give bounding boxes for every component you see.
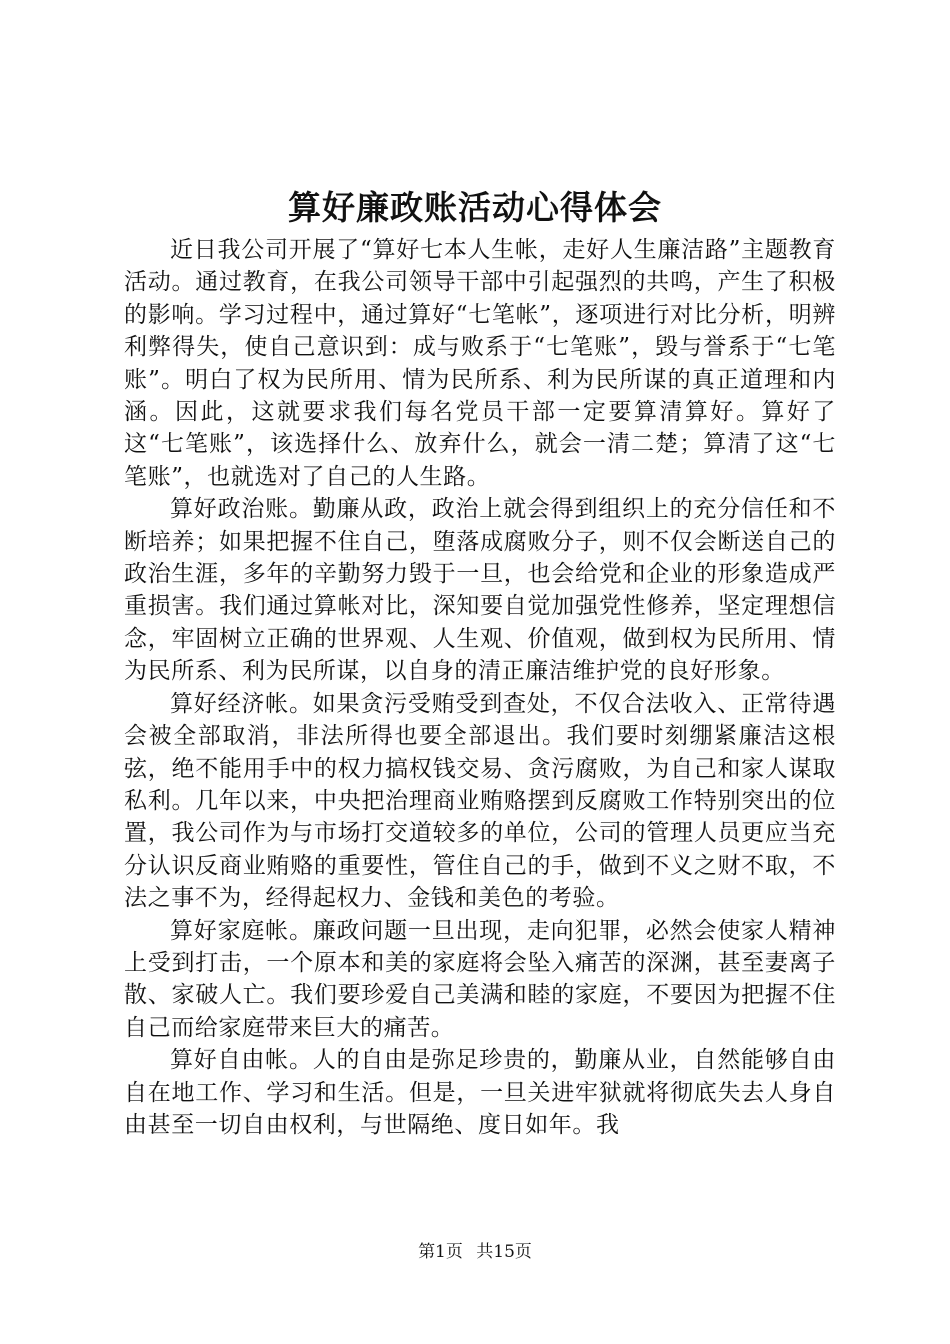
paragraph-political-account: 算好政治账。勤廉从政，政治上就会得到组织上的充分信任和不断培养；如果把握不住自己，堕落成腐败分子，则不仅会断送自己的政治生涯，多年的辛勤努力毁于一旦，也会给党和企业的形象造成严重损害。我们通过算帐对比，深知要自觉加强党性修养，坚定理想信念，牢固树立正确的世界观、人生观、价值观，做到权为民所用、情为民所系、利为民所谋，以自身的清正廉洁维护党的良好形象。 — [124, 496, 836, 685]
page-total: 共15页 — [476, 1242, 532, 1262]
page-number: 第1页 — [418, 1242, 463, 1262]
document-title: 算好廉政账活动心得体会 — [288, 188, 662, 227]
paragraph-freedom-account: 算好自由帐。人的自由是弥足珍贵的，勤廉从业，自然能够自由自在地工作、学习和生活。但是，一旦关进牢狱就将彻底失去人身自由甚至一切自由权利，与世隔绝、度日如年。我 — [124, 1047, 836, 1138]
paragraph-family-account: 算好家庭帐。廉政问题一旦出现，走向犯罪，必然会使家人精神上受到打击，一个原本和美的家庭将会坠入痛苦的深渊，甚至妻离子散、家破人亡。我们要珍爱自己美满和睦的家庭，不要因为把握不住自己而给家庭带来巨大的痛苦。 — [124, 917, 836, 1041]
page-footer — [0, 1240, 950, 1264]
document-body — [124, 234, 836, 1141]
paragraph-intro: 近日我公司开展了“算好七本人生帐，走好人生廉洁路”主题教育活动。通过教育，在我公司领导干部中引起强烈的共鸣，产生了积极的影响。学习过程中，通过算好“七笔帐”，逐项进行对比分析，明辨利弊得失，使自己意识到：成与败系于“七笔账”，毁与誉系于“七笔账”。明白了权为民所用、情为民所系、利为民所谋的真正道理和内涵。因此，这就要求我们每名党员干部一定要算清算好。算好了这“七笔账”，该选择什么、放弃什么，就会一清二楚；算清了这“七笔账”，也就选对了自己的人生路。 — [124, 237, 836, 490]
paragraph-economic-account: 算好经济帐。如果贪污受贿受到查处，不仅合法收入、正常待遇会被全部取消，非法所得也要全部退出。我们要时刻绷紧廉洁这根弦，绝不能用手中的权力搞权钱交易、贪污腐败，为自己和家人谋取私利。几年以来，中央把治理商业贿赂摆到反腐败工作特别突出的位置，我公司作为与市场打交道较多的单位，公司的管理人员更应当充分认识反商业贿赂的重要性，管住自己的手，做到不义之财不取，不法之事不为，经得起权力、金钱和美色的考验。 — [124, 690, 836, 912]
